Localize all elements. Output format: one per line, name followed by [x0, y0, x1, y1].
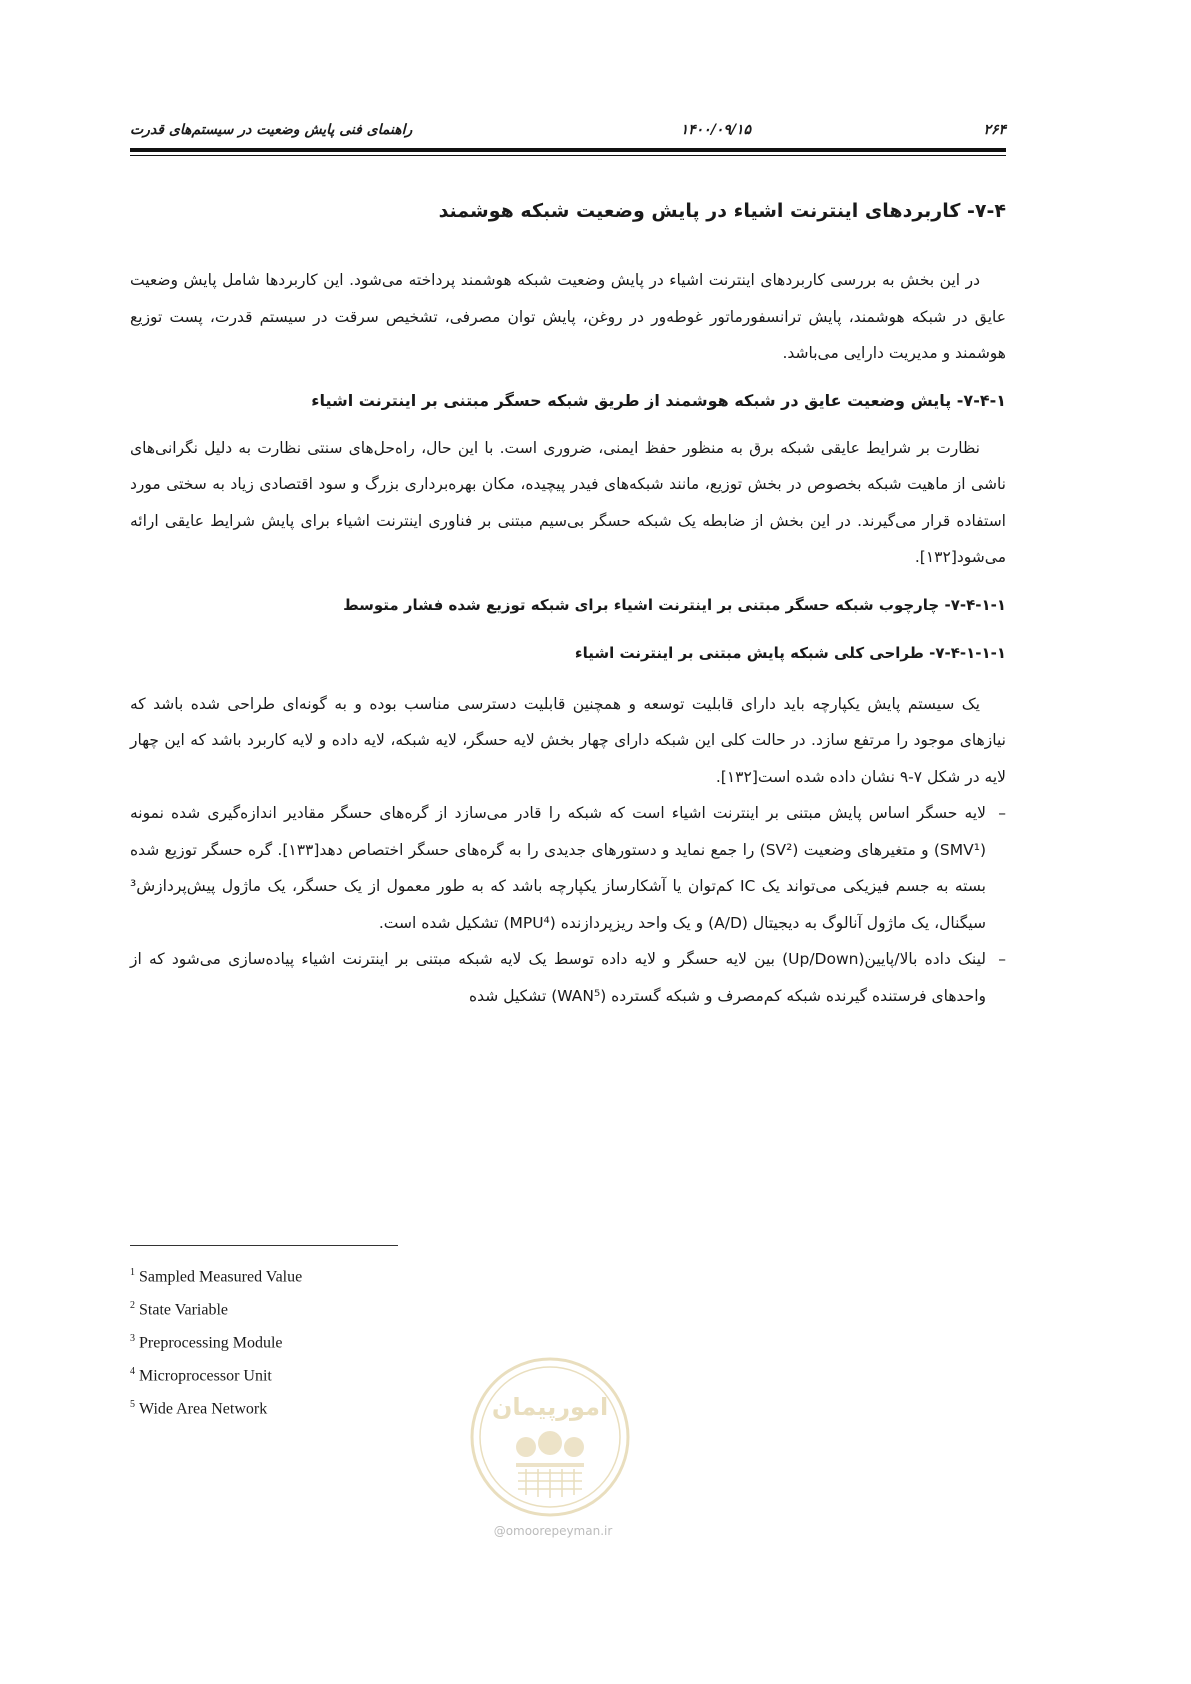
main-content — [130, 194, 1006, 1014]
bullet-dash: – — [998, 950, 1006, 968]
footnotes — [130, 1256, 302, 1421]
footnote-text: Sampled Measured Value — [139, 1268, 303, 1286]
bullet-dash: – — [998, 804, 1006, 822]
subsection-heading-7-4-1-1-1: ۷-۴-۱-۱-۱- طراحی کلی شبکه پایش مبتنی بر اینترنت اشیاء — [574, 643, 1006, 662]
svg-text:امورپیمان: امورپیمان — [491, 1393, 609, 1421]
footnote-text: State Variable — [139, 1301, 229, 1319]
list-item — [130, 795, 1006, 941]
footnote — [130, 1289, 302, 1322]
section-heading: ۷-۴- کاربردهای اینترنت اشیاء در پایش وضعیت شبکه هوشمند — [438, 200, 1006, 222]
footnote-number: 5 — [130, 1399, 135, 1410]
subsection-heading-7-4-1-1: ۷-۴-۱-۱- چارچوب شبکه حسگر مبتنی بر اینترنت اشیاء برای شبکه توزیع شده فشار متوسط — [343, 595, 1006, 614]
footnote — [130, 1322, 302, 1355]
running-header — [130, 118, 1006, 144]
intro-paragraph: در این بخش به بررسی کاربردهای اینترنت اشیاء در پایش وضعیت شبکه هوشمند پرداخته می‌شود. این کاربردها شامل پایش وضعیت عایق در شبکه هوشمند، پایش ترانسفورماتور غوطه‌ور در روغن، پایش توان مصرفی، تشخیص سرقت در سیستم قدرت، پست توزیع هوشمند و مدیریت دارایی می‌باشد. — [130, 271, 1006, 362]
footnote-number: 3 — [130, 1333, 135, 1344]
paragraph-7-4-1: نظارت بر شرایط عایقی شبکه برق به منظور حفظ ایمنی، ضروری است. با این حال، راه‌حل‌های سنتی نظارت به دلیل نگرانی‌های ناشی از ماهیت شبکه بخصوص در بخش توزیع، مانند شبکه‌های فیدر پیچیده، مکان بهره‌برداری بزرگ و سود اقتصادی زیاد به سختی مورد استفاده قرار می‌گیرند. در این بخش از ضابطه یک شبکه حسگر بی‌سیم مبتنی بر فناوری اینترنت اشیاء برای پایش شرایط عایقی ارائه می‌شود[۱۳۲]. — [130, 438, 1006, 566]
list-item-text: لایه حسگر اساس پایش مبتنی بر اینترنت اشیاء است که شبکه را قادر می‌سازد از گره‌های حسگر مقادیر اندازه‌گیری شده نمونه (SMV¹) و متغیرهای وضعیت (SV²) را جمع نماید و دستورهای جدیدی را به گره‌های حسگر اختصاص دهد[۱۳۳]. گره حسگر توزیع شده بسته به جسم فیزیکی می‌تواند یک IC کم‌توان یا آشکارساز یکپارچه باشد که به طور معمول از یک حسگر، یک ماژول پیش‌پردازش³ سیگنال، یک ماژول آنالوگ به دیجیتال (A/D) و یک واحد ریزپردازنده (MPU⁴) تشکیل شده است. — [130, 804, 986, 932]
footnote-text: Preprocessing Module — [139, 1334, 283, 1352]
paragraph-7-4-1-1-1: یک سیستم پایش یکپارچه باید دارای قابلیت توسعه و همچنین قابلیت دسترسی مناسب بوده و به گونه‌ای طراحی شده باشد که نیازهای موجود را مرتفع سازد. در حالت کلی این شبکه دارای چهار بخش لایه حسگر، لایه شبکه، لایه داده و لایه کاربرد باشد که این چهار لایه در شکل ۷-۹ نشان داده شده است[۱۳۲]. — [130, 694, 1006, 786]
header-rule-thick — [130, 148, 1006, 152]
footnote-text: Wide Area Network — [139, 1400, 268, 1418]
footnote-separator — [130, 1245, 398, 1246]
page-number: ۲۶۴ — [983, 122, 1006, 138]
bullet-list — [130, 795, 1006, 1014]
subsection-heading-7-4-1: ۷-۴-۱- پایش وضعیت عایق در شبکه هوشمند از طریق شبکه حسگر مبتنی بر اینترنت اشیاء — [311, 390, 1006, 410]
header-title: راهنمای فنی پایش وضعیت در سیستم‌های قدرت — [130, 122, 413, 138]
footnote — [130, 1388, 302, 1421]
header-date: ۱۴۰۰/۰۹/۱۵ — [680, 122, 751, 138]
footnote-text: Microprocessor Unit — [139, 1367, 272, 1385]
watermark-logo-icon — [468, 1355, 632, 1519]
header-rule-thin — [130, 155, 1006, 156]
footnote — [130, 1355, 302, 1388]
footnote-number: 1 — [130, 1267, 135, 1278]
watermark-site: @omoorepeyman.ir — [493, 1524, 613, 1538]
list-item-text: لینک داده بالا/پایین(Up/Down) بین لایه حسگر و لایه داده توسط یک لایه شبکه مبتنی بر اینترنت اشیاء پیاده‌سازی می‌شود که از واحدهای فرستنده گیرنده شبکه کم‌مصرف و شبکه گسترده (WAN⁵) تشکیل شده — [130, 950, 986, 1005]
footnote — [130, 1256, 302, 1289]
list-item — [130, 941, 1006, 1014]
footnote-number: 4 — [130, 1366, 135, 1377]
footnote-number: 2 — [130, 1300, 135, 1311]
